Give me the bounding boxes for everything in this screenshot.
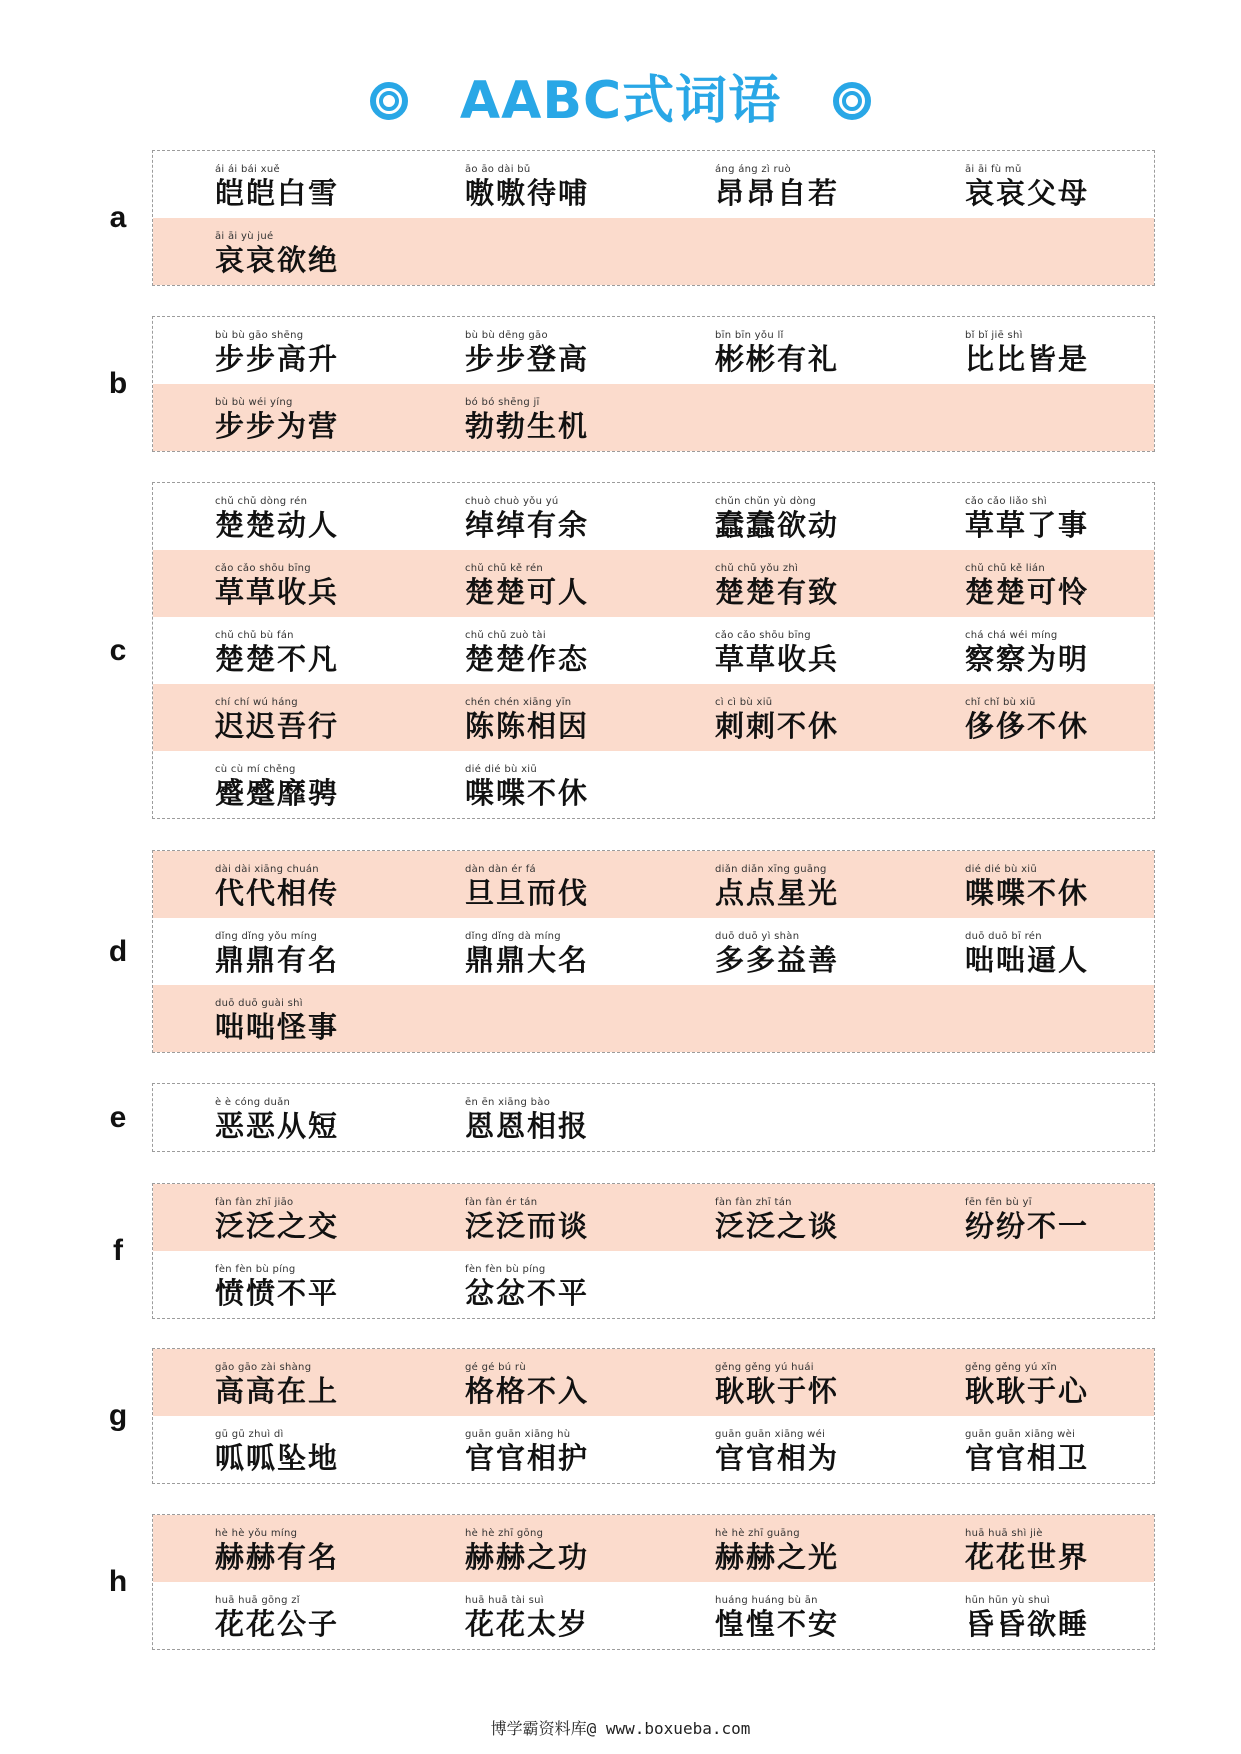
pinyin-label: bù bù dēng gāo: [465, 330, 548, 341]
idiom-text: 皑皑白雪: [215, 176, 340, 210]
pinyin-label: bù bù wéi yíng: [215, 397, 293, 408]
word-cell: [403, 317, 653, 384]
section-letter: h: [108, 1565, 128, 1598]
pinyin-label: chǔ chǔ bù fán: [215, 630, 294, 641]
word-cell: [153, 384, 403, 451]
title-bar: [0, 62, 1241, 140]
section-letter: g: [108, 1399, 128, 1432]
pinyin-label: chá chá wéi míng: [965, 630, 1058, 641]
idiom-text: 楚楚可人: [465, 575, 590, 609]
idiom-text: 楚楚有致: [715, 575, 840, 609]
word-cell: [153, 1349, 403, 1416]
word-cell: [653, 1515, 903, 1582]
word-row: [153, 1251, 1154, 1318]
idiom-text: 泛泛而谈: [465, 1209, 590, 1243]
word-cell: [403, 617, 653, 684]
word-cell: [653, 617, 903, 684]
word-cell: [653, 851, 903, 918]
word-cell: [153, 1416, 403, 1483]
idiom-text: 点点星光: [715, 876, 840, 910]
word-cell: [153, 1084, 403, 1151]
pinyin-label: diǎn diǎn xīng guāng: [715, 864, 827, 875]
idiom-text: 草草了事: [965, 508, 1090, 542]
idiom-text: 蹙蹙靡骋: [215, 776, 340, 810]
idiom-text: 旦旦而伐: [465, 876, 590, 910]
word-cell: [153, 151, 403, 218]
word-cell: [903, 1582, 1153, 1649]
section-letter: f: [113, 1234, 123, 1267]
pinyin-label: dié dié bù xiū: [465, 764, 538, 775]
pinyin-label: guān guān xiāng hù: [465, 1429, 571, 1440]
word-cell: [153, 985, 403, 1052]
idiom-text: 官官相护: [465, 1441, 590, 1475]
circle-icon: [833, 82, 871, 120]
pinyin-label: fàn fàn ér tán: [465, 1197, 538, 1208]
word-cell: [153, 218, 403, 285]
pinyin-label: hūn hūn yù shuì: [965, 1595, 1050, 1606]
idiom-text: 忿忿不平: [465, 1276, 590, 1310]
word-row: [153, 218, 1154, 285]
word-cell: [153, 918, 403, 985]
word-cell: [153, 1515, 403, 1582]
pinyin-label: dài dài xiāng chuán: [215, 864, 319, 875]
word-cell: [403, 918, 653, 985]
idiom-text: 格格不入: [465, 1374, 590, 1408]
word-row: [153, 1349, 1154, 1416]
section-b: [108, 316, 1155, 452]
section-f: [113, 1183, 1155, 1319]
word-cell: [403, 851, 653, 918]
idiom-text: 官官相卫: [965, 1441, 1090, 1475]
word-cell: [653, 918, 903, 985]
pinyin-label: cǎo cǎo liǎo shì: [965, 496, 1047, 507]
word-cell: [153, 1184, 403, 1251]
word-row: [153, 918, 1154, 985]
word-cell: [403, 1416, 653, 1483]
pinyin-label: chí chí wú háng: [215, 697, 298, 708]
pinyin-label: chén chén xiāng yīn: [465, 697, 572, 708]
pinyin-label: hè hè zhī guāng: [715, 1528, 800, 1539]
idiom-text: 恶恶从短: [215, 1109, 340, 1143]
word-cell: [153, 317, 403, 384]
idiom-text: 花花太岁: [465, 1607, 590, 1641]
word-row: [153, 550, 1154, 617]
word-row: [153, 851, 1154, 918]
idiom-text: 泛泛之交: [215, 1209, 340, 1243]
word-cell: [903, 851, 1153, 918]
idiom-text: 赫赫有名: [215, 1540, 340, 1574]
word-cell: [903, 1515, 1153, 1582]
pinyin-label: cǎo cǎo shōu bīng: [215, 563, 311, 574]
word-cell: [903, 483, 1153, 550]
word-row: [153, 985, 1154, 1052]
idiom-text: 察察为明: [965, 642, 1090, 676]
word-cell: [153, 851, 403, 918]
pinyin-label: hè hè zhī gōng: [465, 1528, 544, 1539]
word-cell: [653, 151, 903, 218]
idiom-text: 勃勃生机: [465, 409, 590, 443]
section-letter: c: [109, 633, 127, 667]
pinyin-label: gěng gěng yú huái: [715, 1362, 814, 1373]
section-letter: e: [109, 1100, 127, 1134]
circle-icon: [370, 82, 408, 120]
page-title: AABC式词语: [459, 71, 782, 131]
word-cell: [653, 1582, 903, 1649]
idiom-text: 刺刺不休: [715, 709, 840, 743]
word-row: [153, 617, 1154, 684]
pinyin-label: dǐng dǐng yǒu míng: [215, 931, 318, 942]
word-cell: [403, 751, 653, 818]
pinyin-label: gěng gěng yú xīn: [965, 1362, 1057, 1373]
idiom-text: 多多益善: [715, 943, 840, 977]
idiom-text: 嗷嗷待哺: [465, 176, 590, 210]
word-cell: [653, 550, 903, 617]
idiom-text: 花花公子: [215, 1607, 340, 1641]
word-cell: [153, 751, 403, 818]
pinyin-label: è è cóng duǎn: [215, 1097, 291, 1108]
section-d: [108, 850, 1155, 1053]
idiom-text: 呱呱坠地: [215, 1441, 340, 1475]
idiom-text: 蠢蠢欲动: [715, 508, 840, 542]
pinyin-label: fèn fèn bù píng: [465, 1264, 546, 1275]
word-cell: [403, 1084, 653, 1151]
word-cell: [653, 1184, 903, 1251]
idiom-text: 哀哀父母: [965, 176, 1090, 210]
pinyin-label: duō duō yì shàn: [715, 931, 800, 942]
word-cell: [653, 1349, 903, 1416]
idiom-text: 楚楚动人: [215, 508, 340, 542]
word-cell: [403, 684, 653, 751]
section-h: [108, 1514, 1155, 1650]
pinyin-label: bīn bīn yǒu lǐ: [715, 330, 784, 341]
section-letter: b: [108, 367, 128, 400]
idiom-text: 哀哀欲绝: [215, 243, 340, 277]
pinyin-label: chǔ chǔ kě lián: [965, 563, 1045, 574]
idiom-text: 陈陈相因: [465, 709, 590, 743]
pinyin-label: huáng huáng bù ān: [715, 1595, 818, 1606]
pinyin-label: chǔ chǔ zuò tài: [465, 630, 546, 641]
word-cell: [653, 684, 903, 751]
pinyin-label: dàn dàn ér fá: [465, 864, 536, 875]
word-row: [153, 1416, 1154, 1483]
word-cell: [653, 1416, 903, 1483]
pinyin-label: huā huā gōng zǐ: [215, 1595, 300, 1606]
section-a: [109, 150, 1155, 286]
pinyin-label: huā huā tài suì: [465, 1595, 544, 1606]
pinyin-label: chǔn chǔn yù dòng: [715, 496, 817, 507]
idiom-text: 赫赫之功: [465, 1540, 590, 1574]
word-cell: [153, 684, 403, 751]
idiom-text: 喋喋不休: [465, 776, 590, 810]
section-letter: a: [109, 201, 127, 234]
word-cell: [903, 317, 1153, 384]
pinyin-label: duō duō bī rén: [965, 931, 1042, 942]
word-row: [153, 1184, 1154, 1251]
pinyin-label: chǐ chǐ bù xiū: [965, 697, 1036, 708]
word-cell: [153, 617, 403, 684]
word-row: [153, 151, 1154, 218]
idiom-text: 楚楚可怜: [965, 575, 1090, 609]
word-cell: [903, 617, 1153, 684]
pinyin-label: duō duō guài shì: [215, 998, 303, 1009]
pinyin-label: cù cù mí chěng: [215, 764, 296, 775]
section-c: [109, 482, 1155, 819]
pinyin-label: huā huā shì jiè: [965, 1528, 1043, 1539]
idiom-text: 耿耿于怀: [715, 1374, 840, 1408]
word-row: [153, 751, 1154, 818]
word-cell: [403, 1184, 653, 1251]
pinyin-label: chǔ chǔ kě rén: [465, 563, 544, 574]
word-cell: [153, 483, 403, 550]
idiom-text: 赫赫之光: [715, 1540, 840, 1574]
idiom-text: 纷纷不一: [965, 1209, 1090, 1243]
idiom-text: 惶惶不安: [715, 1607, 840, 1641]
idiom-text: 鼎鼎大名: [465, 943, 590, 977]
word-cell: [403, 1251, 653, 1318]
idiom-text: 高高在上: [215, 1374, 340, 1408]
pinyin-label: ēn ēn xiāng bào: [465, 1097, 551, 1108]
idiom-text: 步步高升: [215, 342, 340, 376]
idiom-text: 迟迟吾行: [215, 709, 340, 743]
word-cell: [403, 1349, 653, 1416]
pinyin-label: dǐng dǐng dà míng: [465, 931, 561, 942]
idiom-text: 咄咄逼人: [965, 943, 1090, 977]
section-letter: d: [108, 934, 128, 968]
section-e: [109, 1083, 1155, 1152]
pinyin-label: āi āi yù jué: [215, 231, 274, 242]
footer-watermark: 博学霸资料库@ www.boxueba.com: [490, 1719, 751, 1738]
pinyin-label: chǔ chǔ dòng rén: [215, 496, 308, 507]
pinyin-label: cì cì bù xiū: [715, 697, 773, 708]
pinyin-label: cǎo cǎo shōu bīng: [715, 630, 811, 641]
pinyin-label: áng áng zì ruò: [715, 164, 791, 175]
pinyin-label: ái ái bái xuě: [215, 164, 280, 175]
idiom-text: 楚楚作态: [465, 642, 590, 676]
pinyin-label: āi āi fù mǔ: [965, 164, 1022, 175]
word-row: [153, 384, 1154, 451]
word-cell: [153, 550, 403, 617]
section-g: [108, 1348, 1155, 1484]
idiom-text: 咄咄怪事: [215, 1010, 340, 1044]
idiom-text: 耿耿于心: [965, 1374, 1090, 1408]
idiom-text: 愤愤不平: [215, 1276, 340, 1310]
word-cell: [653, 317, 903, 384]
word-cell: [153, 1251, 403, 1318]
word-cell: [153, 1582, 403, 1649]
idiom-text: 昂昂自若: [715, 176, 840, 210]
word-cell: [903, 1184, 1153, 1251]
pinyin-label: bǐ bǐ jiē shì: [965, 330, 1023, 341]
idiom-text: 比比皆是: [965, 342, 1090, 376]
pinyin-label: chuò chuò yǒu yú: [465, 496, 559, 507]
word-cell: [903, 550, 1153, 617]
pinyin-label: chǔ chǔ yǒu zhì: [715, 563, 799, 574]
pinyin-label: bó bó shēng jī: [465, 397, 540, 408]
pinyin-label: gāo gāo zài shàng: [215, 1362, 312, 1373]
idiom-text: 恩恩相报: [465, 1109, 590, 1143]
word-row: [153, 1515, 1154, 1582]
word-cell: [903, 684, 1153, 751]
idiom-text: 泛泛之谈: [715, 1209, 840, 1243]
pinyin-label: guān guān xiāng wèi: [965, 1429, 1076, 1440]
idiom-text: 步步为营: [215, 409, 340, 443]
pinyin-label: fàn fàn zhī jiāo: [215, 1197, 294, 1208]
idiom-text: 绰绰有余: [465, 508, 590, 542]
idiom-text: 代代相传: [215, 876, 340, 910]
idiom-text: 步步登高: [465, 342, 590, 376]
pinyin-label: gé gé bú rù: [465, 1362, 526, 1373]
pinyin-label: dié dié bù xiū: [965, 864, 1038, 875]
idiom-text: 花花世界: [965, 1540, 1090, 1574]
word-cell: [903, 1349, 1153, 1416]
pinyin-label: bù bù gāo shēng: [215, 330, 304, 341]
word-row: [153, 1582, 1154, 1649]
idiom-text: 官官相为: [715, 1441, 840, 1475]
pinyin-label: guān guān xiāng wéi: [715, 1429, 826, 1440]
idiom-text: 草草收兵: [715, 642, 840, 676]
pinyin-label: āo āo dài bǔ: [465, 164, 531, 175]
idiom-text: 草草收兵: [215, 575, 340, 609]
word-row: [153, 317, 1154, 384]
word-row: [153, 483, 1154, 550]
word-cell: [403, 151, 653, 218]
word-cell: [653, 483, 903, 550]
word-cell: [903, 918, 1153, 985]
word-cell: [903, 1416, 1153, 1483]
word-row: [153, 1084, 1154, 1151]
word-cell: [403, 384, 653, 451]
word-cell: [403, 550, 653, 617]
pinyin-label: hè hè yǒu míng: [215, 1528, 298, 1539]
pinyin-label: fàn fàn zhī tán: [715, 1197, 792, 1208]
pinyin-label: fèn fèn bù píng: [215, 1264, 296, 1275]
idiom-text: 鼎鼎有名: [215, 943, 340, 977]
idiom-text: 侈侈不休: [965, 709, 1090, 743]
idiom-text: 昏昏欲睡: [965, 1607, 1090, 1641]
word-cell: [403, 1515, 653, 1582]
idiom-text: 彬彬有礼: [715, 342, 840, 376]
pinyin-label: fēn fēn bù yī: [965, 1197, 1032, 1208]
idiom-text: 喋喋不休: [965, 876, 1090, 910]
word-cell: [403, 483, 653, 550]
word-cell: [403, 1582, 653, 1649]
idiom-text: 楚楚不凡: [215, 642, 340, 676]
pinyin-label: gū gū zhuì dì: [215, 1429, 284, 1440]
word-row: [153, 684, 1154, 751]
word-cell: [903, 151, 1153, 218]
